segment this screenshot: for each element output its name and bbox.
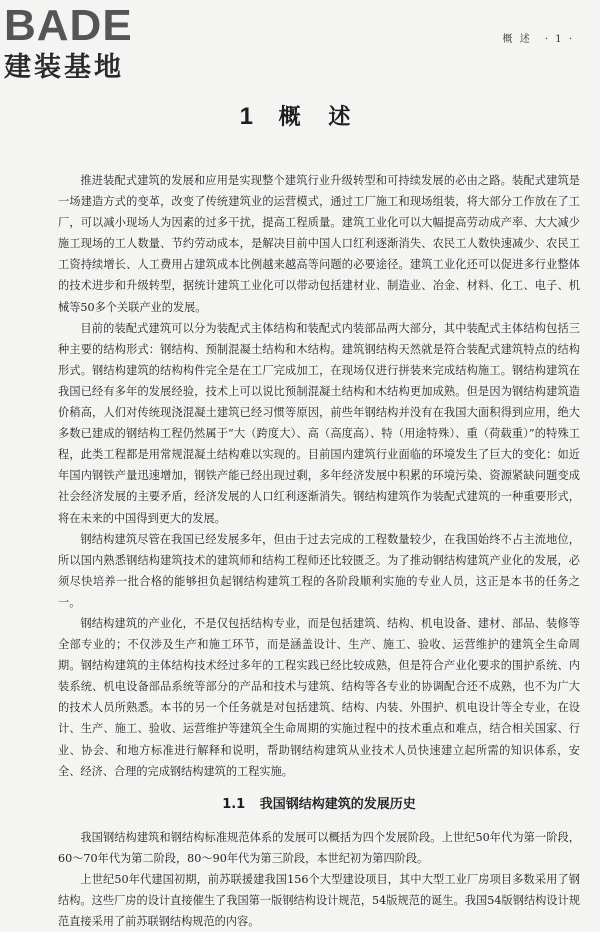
paragraph: 推进装配式建筑的发展和应用是实现整个建筑行业升级转型和可持续发展的必由之路。装配式建筑是一场建造方式的变革，改变了传统建筑业的运营模式，通过工厂施工和现场组装，将大部分工作放在了工厂，可以减小现场人为因素的过多干扰，提高工程质量。建筑工业化可以大幅提高劳动成产率、大大减少施工现场的工人数量、节约劳动成本，是解决目前中国人口红利逐渐消失、农民工人数快速减少、农民工工资持续增长、人工费用占建筑成本比例越来越高等问题的必要途径。建筑工业化还可以促进多行业整体的技术进步和升级转型，据统计建筑工业化可以带动包括建材业、制造业、冶金、材料、化工、电子、机械等50多个关联产业的发展。 <box>58 174 580 314</box>
paragraph: 我国钢结构建筑和钢结构标准规范体系的发展可以概括为四个发展阶段。上世纪50年代为第一阶段，60～70年代为第二阶段，80～90年代为第三阶段，本世纪初为第四阶段。 <box>58 830 580 865</box>
page-number: · 1 · <box>544 34 574 45</box>
paragraph: 钢结构建筑尽管在我国已经发展多年，但由于过去完成的工程数量较少，在我国始终不占主流地位，所以国内熟悉钢结构建筑技术的建筑师和结构工程师还比较匮乏。为了推动钢结构建筑产业化的发展，必须尽快培养一批合格的能够担负起钢结构建筑工程的各阶段顺利实施的专业人员，这正是本书的任务之一。 <box>58 532 580 609</box>
logo-wordmark: BADE <box>4 1 133 50</box>
publisher-logo <box>4 1 176 84</box>
chapter-number: 1 <box>239 103 253 130</box>
chapter-title-text: 概 述 <box>278 104 361 130</box>
chapter-title <box>0 100 600 131</box>
section-title-text: 我国钢结构建筑的发展历史 <box>259 796 416 812</box>
body-text <box>58 170 580 932</box>
running-head-chapter: 概 述 <box>502 34 532 45</box>
section-heading <box>58 794 580 815</box>
paragraph: 目前的装配式建筑可以分为装配式主体结构和装配式内装部品两大部分，其中装配式主体结构包括三种主要的结构形式：钢结构、预制混凝土结构和木结构。建筑钢结构天然就是符合装配式建筑特点的结构形式。钢结构建筑的结构构件完全是在工厂完成加工，在现场仅进行拼装来完成结构施工。钢结构建筑在我国已经有多年的发展经验，技术上可以说比预制混凝土结构和木结构更加成熟。但是因为钢结构建筑造价稍高，人们对传统现浇混凝土建筑已经习惯等原因，前些年钢结构并没有在我国大面积得到应用，绝大多数已建成的钢结构工程仍然属于“大（跨度大）、高（高度高）、特（用途特殊）、重（荷载重）”的特殊工程，此类工程都是用常规混凝土结构难以实现的。目前国内建筑行业面临的环境发生了巨大的变化：如近年国内钢铁产量迅速增加，钢铁产能已经出现过剩，多年经济发展中积累的环境污染、资源紧缺问题变成社会经济发展的主要矛盾，经济发展的人口红利逐渐消失。钢结构建筑作为装配式建筑的一种重要形式，将在未来的中国得到更大的发展。 <box>58 321 580 525</box>
section-number: 1.1 <box>222 796 246 812</box>
paragraph: 上世纪50年代建国初期，前苏联援建我国156个大型建设项目，其中大型工业厂房项目多数采用了钢结构。这些厂房的设计直接催生了我国第一版钢结构设计规范，54版规范的诞生。我国54版钢结构设计规范直接采用了前苏联钢结构规范的内容。 <box>58 873 580 929</box>
logo-chinese-name: 建装基地 <box>4 52 124 83</box>
running-head <box>495 30 574 45</box>
paragraph: 钢结构建筑的产业化，不是仅包括结构专业，而是包括建筑、结构、机电设备、建材、部品、装修等全部专业的；不仅涉及生产和施工环节，而是涵盖设计、生产、施工、验收、运营维护的建筑全生命周期。钢结构建筑的主体结构技术经过多年的工程实践已经比较成熟，但是符合产业化要求的围护系统、内装系统、机电设备部品系统等部分的产品和技术与建筑、结构等各专业的协调配合还不成熟，也不为广大的技术人员所熟悉。本书的另一个任务就是对包括建筑、结构、内装、外围护、机电设计等全专业，在设计、生产、施工、验收、运营维护等建筑全生命周期的实施过程中的技术重点和难点，结合相关国家、行业、协会、和地方标准进行解释和说明，帮助钢结构建筑从业技术人员快速建立起所需的知识体系，安全、经济、合理的完成钢结构建筑的工程实施。 <box>58 616 580 778</box>
